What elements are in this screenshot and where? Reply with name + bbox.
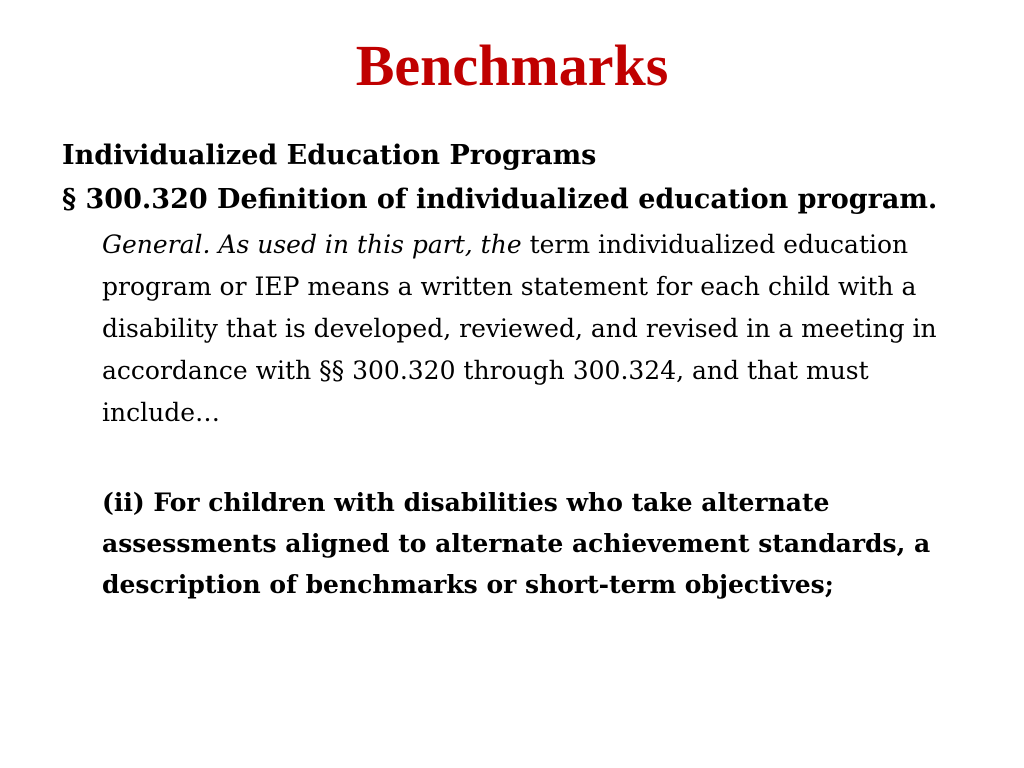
definition-text: term individualized education program or IEP means a written statement for each child with a disability that is developed, reviewed, and revised in a meeting in accordance with §§ 300.320 through 300.324, and that must include…: [102, 230, 937, 427]
definition-paragraph: [102, 224, 962, 434]
slide-body: [62, 138, 962, 605]
section-heading: § 300.320 Definition of individualized education program.: [62, 184, 938, 215]
slide-title: Benchmarks: [355, 33, 669, 98]
definition-italic-lead: General. As used in this part, the: [102, 230, 522, 259]
clause-paragraph: (ii) For children with disabilities who take alternate assessments aligned to alternate achievement standards, a description of benchmarks or short-term objectives;: [102, 488, 931, 599]
heading-text: Individualized Education Programs: [62, 140, 597, 171]
